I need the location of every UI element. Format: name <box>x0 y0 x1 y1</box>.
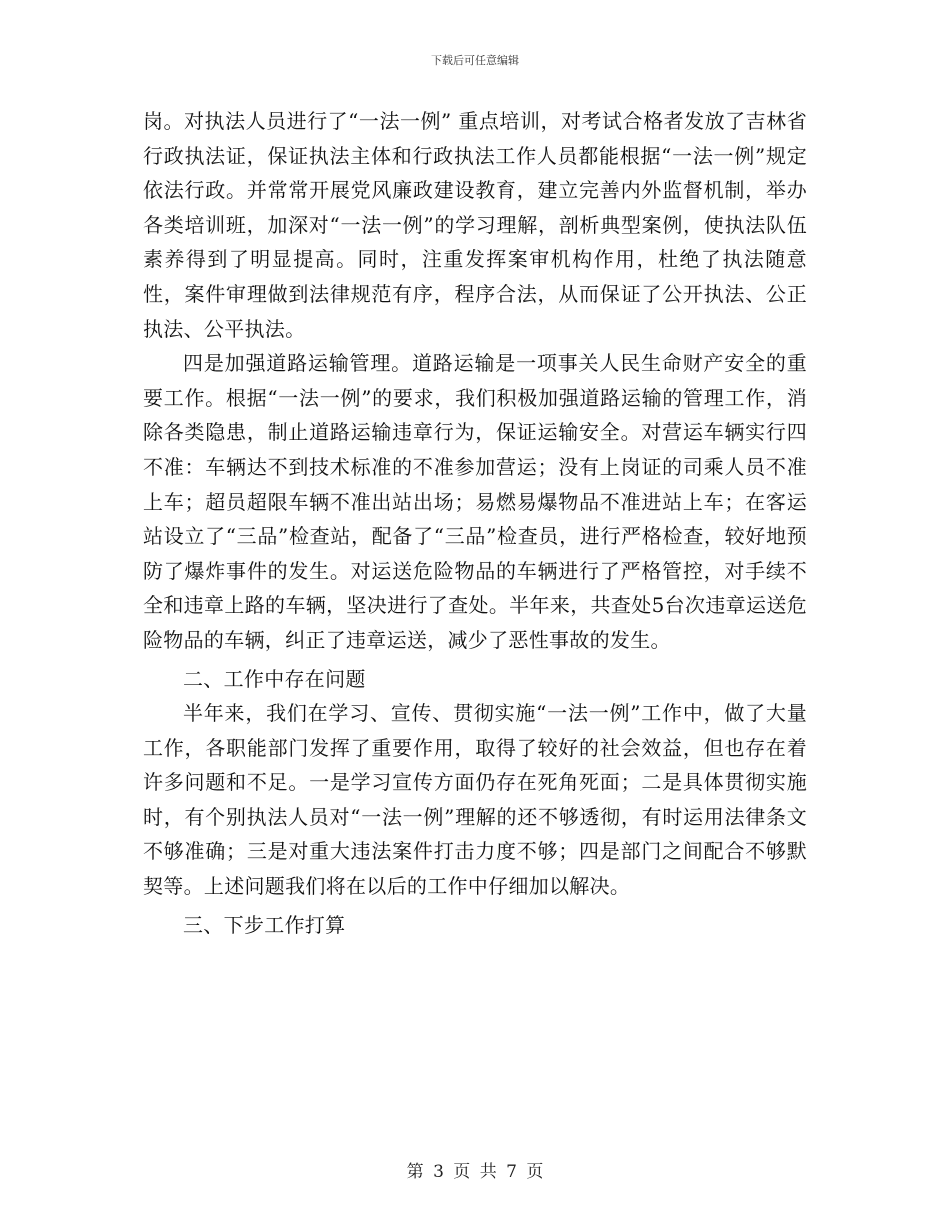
document-body <box>143 104 807 942</box>
section-heading-next-steps: 三、下步工作打算 <box>183 912 346 937</box>
paragraph-problems: 半年来，我们在学习、宣传、贯彻实施“一法一例”工作中，做了大量工作，各职能部门发挥了重要作用，取得了较好的社会效益，但也存在着许多问题和不足。一是学习宣传方面仍存在死角死面；二是具体贯彻实施时，有个别执法人员对“一法一例”理解的还不够透彻，有时运用法律条文不够准确；三是对重大违法案件打击力度不够；四是部门之间配合不够默契等。上述问题我们将在以后的工作中仔细加以解决。 <box>143 701 807 899</box>
page-number: 第 3 页 共 7 页 <box>406 1162 544 1182</box>
page-header: 下载后可任意编辑 <box>431 54 519 67</box>
paragraph-road-transport: 四是加强道路运输管理。道路运输是一项事关人民生命财产安全的重要工作。根据“一法一例”的要求，我们积极加强道路运输的管理工作，消除各类隐患，制止道路运输违章行为，保证运输安全。对营运车辆实行四不准：车辆达不到技术标准的不准参加营运；没有上岗证的司乘人员不准上车；超员超限车辆不准出站出场；易燃易爆物品不准进站上车；在客运站设立了“三品”检查站，配备了“三品”检查员，进行严格检查，较好地预防了爆炸事件的发生。对运送危险物品的车辆进行了严格管控，对手续不全和违章上路的车辆，坚决进行了查处。半年来，共查处5台次违章运送危险物品的车辆，纠正了违章运送，减少了恶性事故的发生。 <box>143 351 807 652</box>
paragraph-continuation: 岗。对执法人员进行了“一法一例” 重点培训，对考试合格者发放了吉林省行政执法证，保证执法主体和行政执法工作人员都能根据“一法一例”规定依法行政。并常常开展党风廉政建设教育，建立完善内外监督机制，举办各类培训班，加深对“一法一例”的学习理解，剖析典型案例，使执法队伍素养得到了明显提高。同时，注重发挥案审机构作用，杜绝了执法随意性，案件审理做到法律规范有序，程序合法，从而保证了公开执法、公正执法、公平执法。 <box>143 109 807 341</box>
section-heading-problems: 二、工作中存在问题 <box>183 666 366 691</box>
